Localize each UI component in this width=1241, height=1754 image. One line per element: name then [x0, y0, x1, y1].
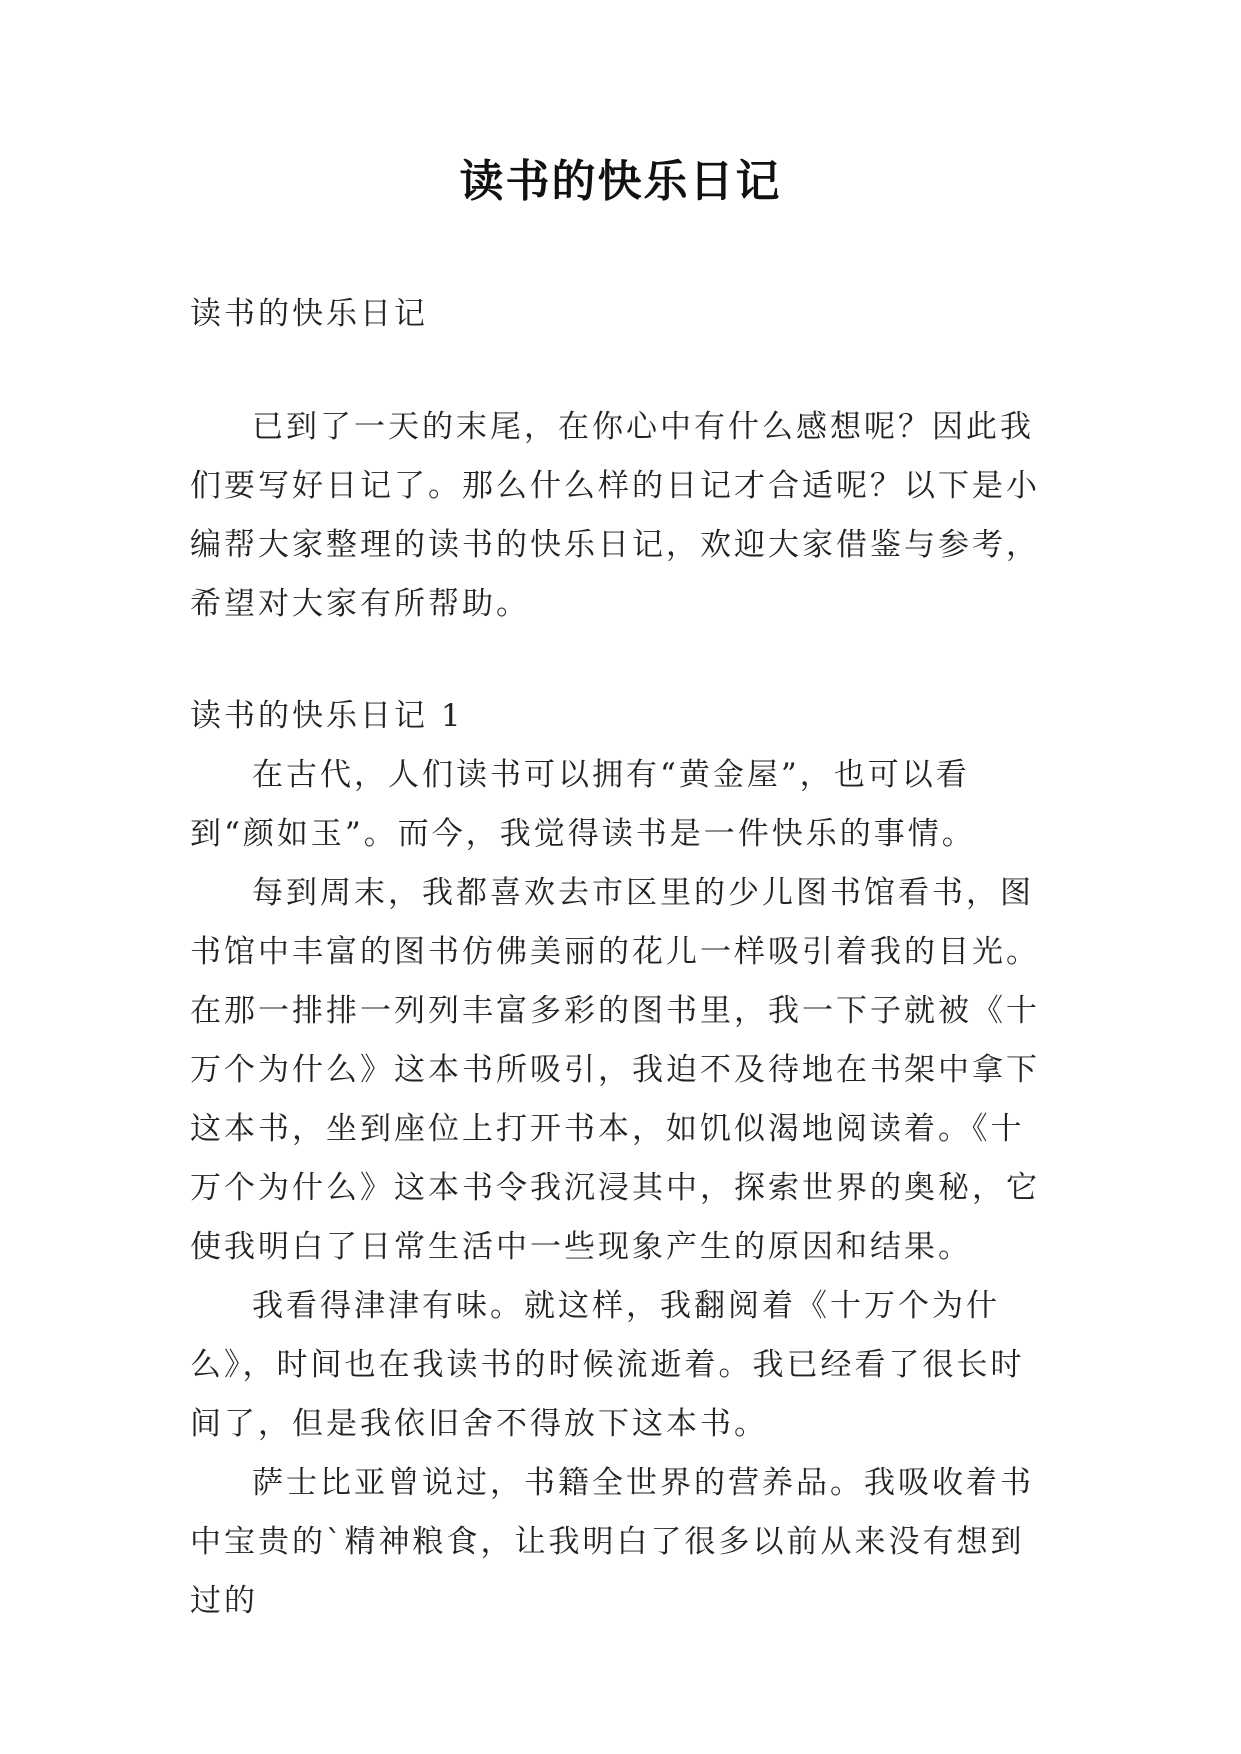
section-paragraph-1: 在古代，人们读书可以拥有“黄金屋”，也可以看到“颜如玉”。而今，我觉得读书是一件快乐的事情。 — [190, 757, 976, 852]
diary-section-1 — [190, 687, 1052, 1631]
intro-paragraph: 已到了一天的末尾，在你心中有什么感想呢？因此我们要写好日记了。那么什么样的日记才合适呢？以下是小编帮大家整理的读书的快乐日记，欢迎大家借鉴与参考，希望对大家有所帮助。 — [190, 409, 1040, 622]
section-paragraph-3: 我看得津津有味。就这样，我翻阅着《十万个为什么》，时间也在我读书的时候流逝着。我已经看了很长时间了，但是我依旧舍不得放下这本书。 — [190, 1288, 1025, 1442]
document-title: 读书的快乐日记 — [459, 156, 782, 207]
section-heading: 读书的快乐日记 1 — [190, 698, 464, 734]
section-paragraph-2: 每到周末，我都喜欢去市区里的少儿图书馆看书，图书馆中丰富的图书仿佛美丽的花儿一样吸引着我的目光。在那一排排一列列丰富多彩的图书里，我一下子就被《十万个为什么》这本书所吸引，我迫不及待地在书架中拿下这本书，坐到座位上打开书本，如饥似渴地阅读着。《十万个为什么》这本书令我沉浸其中，探索世界的奥秘，它使我明白了日常生活中一些现象产生的原因和结果。 — [190, 875, 1040, 1265]
section-paragraph-4: 萨士比亚曾说过，书籍全世界的营养品。我吸收着书中宝贵的`精神粮食，让我明白了很多以前从来没有想到过的 — [190, 1465, 1034, 1619]
document-subtitle: 读书的快乐日记 — [190, 296, 428, 332]
